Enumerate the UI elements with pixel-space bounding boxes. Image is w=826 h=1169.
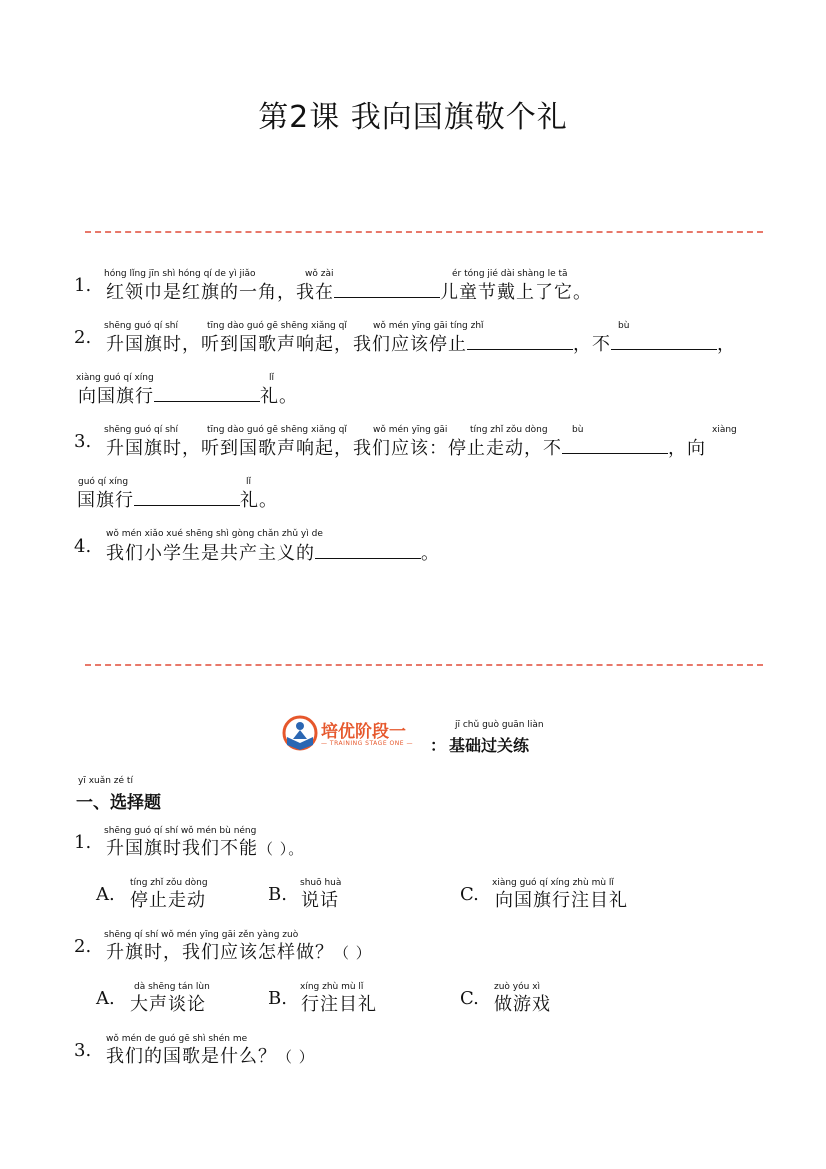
page-title: 第2课 我向国旗敬个礼 xyxy=(258,100,568,135)
question-text: 礼。 xyxy=(260,386,298,407)
pinyin: lǐ xyxy=(269,373,275,383)
badge-subtitle: — TRAINING STAGE ONE — xyxy=(321,740,413,747)
question-text: ， xyxy=(717,334,736,355)
pinyin: yī xuǎn zé tí xyxy=(78,776,133,786)
pinyin: guó qí xíng xyxy=(78,477,129,487)
option-text[interactable]: 大声谈论 xyxy=(130,994,206,1015)
question-line xyxy=(106,542,440,565)
pinyin: shēng guó qí shí wǒ mén bù néng xyxy=(104,826,257,836)
pinyin: wǒ mén yīng gāi xyxy=(373,425,448,435)
pinyin: wǒ mén de guó gē shì shén me xyxy=(106,1034,248,1044)
option-text[interactable]: 行注目礼 xyxy=(301,994,377,1015)
pinyin: tíng zhǐ zǒu dòng xyxy=(470,425,548,435)
question-text: 礼。 xyxy=(240,490,278,511)
answer-paren[interactable]: （ ） xyxy=(277,1048,315,1066)
question-text: ，向 xyxy=(668,438,706,459)
question-number: 4. xyxy=(74,536,92,557)
question-text: 向国旗行 xyxy=(78,386,154,407)
pinyin: bù xyxy=(572,425,584,435)
pinyin: shēng qí shí wǒ mén yīng gāi zěn yàng zuò xyxy=(104,930,299,940)
answer-blank[interactable] xyxy=(467,333,573,350)
question-line xyxy=(106,838,304,860)
stage-badge xyxy=(281,715,431,753)
pinyin: shēng guó qí shí xyxy=(104,321,178,331)
question-number: 2. xyxy=(74,936,92,957)
question-text: 升旗时，我们应该怎样做？ xyxy=(106,942,334,963)
answer-blank[interactable] xyxy=(611,333,717,350)
answer-blank[interactable] xyxy=(315,542,421,559)
question-text: ，不 xyxy=(573,334,611,355)
pinyin: xiàng xyxy=(712,425,737,435)
question-text: 。 xyxy=(421,543,440,564)
pinyin: xíng zhù mù lǐ xyxy=(300,982,364,992)
pinyin: xiàng guó qí xíng zhù mù lǐ xyxy=(492,878,614,888)
answer-paren[interactable]: （ ） xyxy=(334,944,372,962)
question-number: 3. xyxy=(74,1040,92,1061)
pinyin: tíng zhǐ zǒu dòng xyxy=(130,878,208,888)
question-number: 3. xyxy=(74,431,92,452)
question-text: 儿童节戴上了它。 xyxy=(440,282,592,303)
question-line xyxy=(106,942,372,964)
option-text[interactable]: 向国旗行注目礼 xyxy=(495,890,628,911)
question-line xyxy=(78,385,298,408)
pinyin: zuò yóu xì xyxy=(494,982,541,992)
question-text: 红领巾是红旗的一角，我在 xyxy=(106,282,334,303)
answer-blank[interactable] xyxy=(134,489,240,506)
question-text: 升国旗时，听到国歌声响起，我们应该：停止走动，不 xyxy=(106,438,562,459)
question-line xyxy=(106,333,736,356)
question-line xyxy=(106,437,706,460)
pinyin: tīng dào guó gē shēng xiǎng qǐ xyxy=(207,425,347,435)
question-line xyxy=(106,1046,315,1068)
answer-paren[interactable]: （ ）。 xyxy=(258,840,305,858)
divider-dashed xyxy=(85,664,763,666)
option-label: A. xyxy=(96,884,115,905)
option-label: B. xyxy=(268,884,287,905)
pinyin: hóng lǐng jīn shì hóng qí de yì jiǎo xyxy=(104,269,256,279)
question-number: 2. xyxy=(74,327,92,348)
question-text: 国旗行 xyxy=(77,490,134,511)
option-label: C. xyxy=(460,988,479,1009)
question-line xyxy=(106,281,592,304)
option-text[interactable]: 做游戏 xyxy=(494,994,551,1015)
pinyin: ér tóng jié dài shàng le tā xyxy=(452,269,568,279)
question-text: 我们小学生是共产主义的 xyxy=(106,543,315,564)
answer-blank[interactable] xyxy=(562,437,668,454)
question-number: 1. xyxy=(74,275,92,296)
option-label: A. xyxy=(96,988,115,1009)
badge-title: 培优阶段一 xyxy=(321,722,406,742)
divider-dashed xyxy=(85,231,763,233)
option-text[interactable]: 说话 xyxy=(301,890,339,911)
answer-blank[interactable] xyxy=(334,281,440,298)
option-label: C. xyxy=(460,884,479,905)
question-text: 我们的国歌是什么？ xyxy=(106,1046,277,1067)
option-label: B. xyxy=(268,988,287,1009)
option-text[interactable]: 停止走动 xyxy=(130,890,206,911)
pinyin: tīng dào guó gē shēng xiǎng qǐ xyxy=(207,321,347,331)
stage-colon: ： xyxy=(430,736,447,755)
pinyin: bù xyxy=(618,321,630,331)
pinyin: lǐ xyxy=(246,477,252,487)
question-line xyxy=(77,489,278,512)
pinyin: dà shēng tán lùn xyxy=(134,982,210,992)
stage-title: 基础过关练 xyxy=(449,736,530,755)
pinyin: shuō huà xyxy=(300,878,342,888)
pinyin: shēng guó qí shí xyxy=(104,425,178,435)
question-number: 1. xyxy=(74,832,92,853)
question-text: 升国旗时我们不能 xyxy=(106,838,258,859)
pinyin: jī chǔ guò guān liàn xyxy=(455,720,544,730)
student-logo-icon xyxy=(281,715,321,753)
pinyin: wǒ zài xyxy=(305,269,334,279)
pinyin: wǒ mén yīng gāi tíng zhǐ xyxy=(373,321,484,331)
pinyin: wǒ mén xiǎo xué shēng shì gòng chǎn zhǔ yì de xyxy=(106,529,323,539)
question-text: 升国旗时，听到国歌声响起，我们应该停止 xyxy=(106,334,467,355)
answer-blank[interactable] xyxy=(154,385,260,402)
section-title: 一、选择题 xyxy=(76,793,161,813)
pinyin: xiàng guó qí xíng xyxy=(76,373,154,383)
